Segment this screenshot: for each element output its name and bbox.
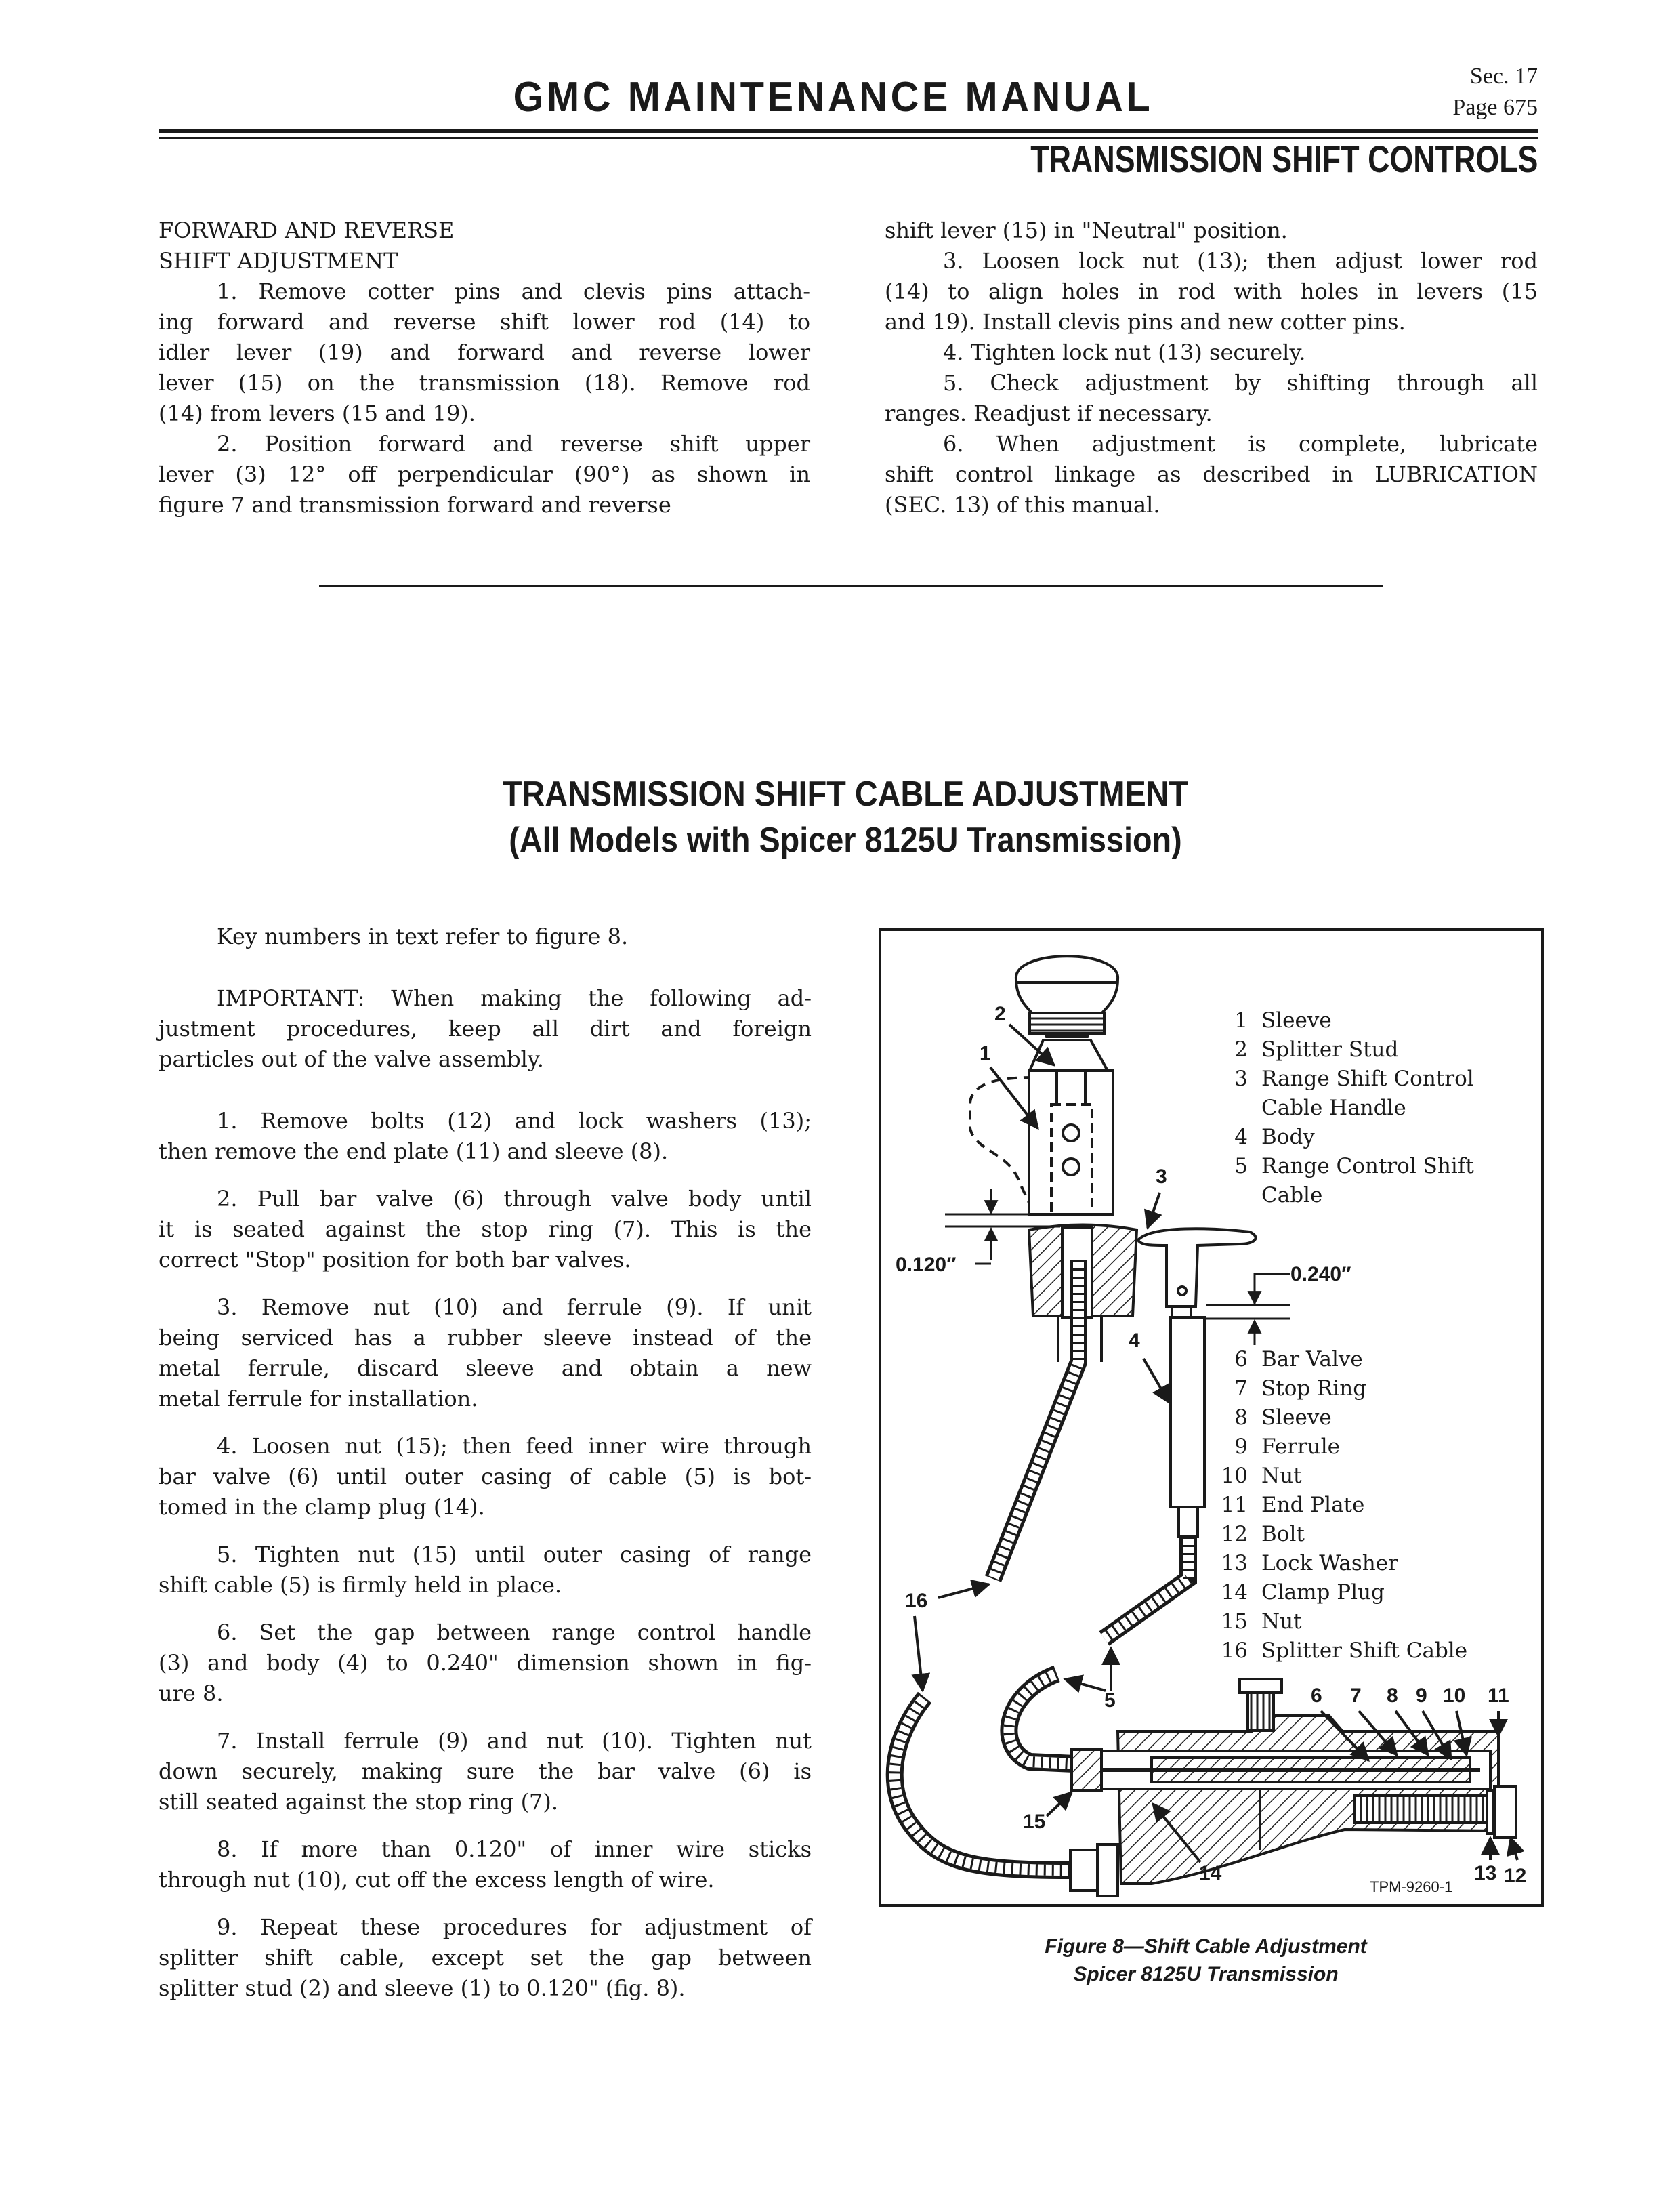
text-line: 1. Remove cotter pins and clevis pins attach- [217,278,810,304]
legend-label: Lock Washer [1261,1551,1398,1575]
legend-label: Body [1261,1125,1315,1149]
text-line: splitter stud (2) and sleeve (1) to 0.120" (fig. 8). [159,1975,686,2001]
valve-housing [1072,1679,1516,1884]
legend-number: 9 [1234,1434,1248,1459]
legend-number: 10 [1221,1464,1248,1488]
legend-item [1213,1035,1474,1065]
legend-number: 8 [1234,1405,1248,1430]
callout-14: 14 [1199,1862,1222,1884]
range-cable-body [1104,1317,1204,1638]
legend-number: 11 [1221,1493,1248,1517]
callout-1: 1 [980,1042,991,1065]
legend-item [1213,1345,1467,1374]
splitter-body [1029,1071,1113,1214]
text-line: 4. Loosen nut (15); then feed inner wire through [217,1433,812,1459]
text-line: particles out of the valve assembly. [159,1046,544,1072]
text-line: 6. When adjustment is complete, lubricate [943,431,1538,457]
section-title: TRANSMISSION SHIFT CABLE ADJUSTMENT [502,775,1189,814]
range-control-handle [1138,1229,1256,1317]
text-line: idler lever (19) and forward and reverse lower [159,339,810,365]
text-line: metal ferrule for installation. [159,1386,478,1411]
callout-2: 2 [994,1003,1006,1025]
legend-number: 3 [1234,1067,1248,1091]
legend-number: 16 [1221,1638,1248,1663]
text-line: through nut (10), cut off the excess length of wire. [159,1867,715,1893]
legend-label: Sleeve [1261,1008,1332,1033]
text-line: 5. Check adjustment by shifting through all [943,370,1538,396]
legend-number: 6 [1234,1347,1248,1371]
text-line: (3) and body (4) to 0.240" dimension shown in fig- [159,1650,812,1676]
text-line: 1. Remove bolts (12) and lock washers (13); [217,1108,812,1134]
legend-item [1213,1607,1467,1636]
text-line: (14) from levers (15 and 19). [159,400,476,426]
text-line: lever (15) on the transmission (18). Remove rod [159,370,810,396]
callout-12: 12 [1504,1865,1527,1887]
legend-item [1213,1636,1467,1666]
legend-item [1213,1006,1474,1035]
text-line: justment procedures, keep all dirt and foreign [159,1016,812,1041]
callout-5: 5 [1104,1689,1116,1712]
legend-number: 12 [1221,1522,1248,1546]
text-line: figure 7 and transmission forward and reverse [159,492,671,518]
callout-8: 8 [1387,1685,1398,1707]
text-line: then remove the end plate (11) and sleeve (8). [159,1138,669,1164]
legend-item [1213,1152,1474,1181]
legend-label: Splitter Shift Cable [1261,1638,1468,1663]
figure-legend-upper [1213,1006,1474,1210]
callout-4: 4 [1129,1329,1140,1352]
callout-15: 15 [1023,1811,1046,1833]
text-line: and 19). Install clevis pins and new cotter pins. [885,309,1406,335]
text-line: being serviced has a rubber sleeve instead of the [159,1325,812,1350]
legend-label: Ferrule [1261,1434,1341,1459]
legend-item [1213,1462,1467,1491]
legend-item [1213,1578,1467,1607]
legend-item [1213,1374,1467,1403]
manual-title: GMC MAINTENANCE MANUAL [513,74,1154,121]
chapter-title: TRANSMISSION SHIFT CONTROLS [1030,138,1538,180]
legend-label: Stop Ring [1261,1376,1367,1401]
caption-line: Figure 8—Shift Cable Adjustment [1045,1935,1367,1958]
legend-label: Range Shift Control [1261,1067,1474,1091]
hand-outline [970,1077,1033,1203]
legend-number: 2 [1234,1037,1248,1062]
shift-knob [1016,956,1118,1071]
legend-item [1213,1432,1467,1462]
procedure-heading: SHIFT ADJUSTMENT [159,248,398,274]
legend-label: End Plate [1261,1493,1365,1517]
legend-number: 7 [1234,1376,1248,1401]
legend-label: Sleeve [1261,1405,1332,1430]
legend-item [1213,1549,1467,1578]
text-line: it is seated against the stop ring (7). This is the [159,1216,812,1242]
page-number: Page 675 [1452,95,1538,120]
legend-number: 13 [1221,1551,1248,1575]
legend-label: Nut [1261,1609,1302,1634]
text-line: 3. Remove nut (10) and ferrule (9). If unit [217,1294,812,1320]
splitter-shift-cable [895,1260,1118,1896]
text-line: 6. Set the gap between range control handle [217,1619,812,1645]
text-line: IMPORTANT: When making the following ad- [217,985,812,1011]
dimension-label-0120: 0.120″ [896,1254,957,1276]
text-line: tomed in the clamp plug (14). [159,1494,485,1520]
text-line: lever (3) 12° off perpendicular (90°) as shown in [159,461,810,487]
figure-legend-lower [1213,1345,1467,1666]
continued-text: shift lever (15) in "Neutral" position. [885,218,1288,243]
text-line: ure 8. [159,1680,224,1706]
legend-label: Nut [1261,1464,1302,1488]
legend-item [1213,1403,1467,1432]
caption-line: Spicer 8125U Transmission [1073,1963,1339,1985]
text-line: 5. Tighten nut (15) until outer casing of range [217,1542,812,1567]
text-line: correct "Stop" position for both bar valves. [159,1247,631,1273]
legend-label-continued: Cable [1261,1183,1323,1207]
text-line: down securely, making sure the bar valve (6) is [159,1758,812,1784]
text-line: 2. Pull bar valve (6) through valve body until [217,1186,812,1212]
callout-9: 9 [1416,1685,1427,1707]
legend-label: Range Control Shift [1261,1154,1474,1178]
legend-item [1213,1491,1467,1520]
legend-number: 1 [1234,1008,1248,1033]
legend-label: Splitter Stud [1261,1037,1399,1062]
text-line: still seated against the stop ring (7). [159,1789,559,1815]
text-line: ranges. Readjust if necessary. [885,400,1213,426]
text-line: 9. Repeat these procedures for adjustment of [217,1914,812,1940]
text-line: (SEC. 13) of this manual. [885,492,1160,518]
text-line: 4. Tighten lock nut (13) securely. [943,339,1306,365]
legend-number: 5 [1234,1154,1248,1178]
callout-13: 13 [1474,1862,1497,1884]
legend-label: Bar Valve [1261,1347,1363,1371]
callout-11: 11 [1488,1685,1509,1707]
text-line: ing forward and reverse shift lower rod (14) to [159,309,810,335]
procedure-heading: FORWARD AND REVERSE [159,218,455,243]
callout-10: 10 [1443,1685,1466,1707]
figure-reference-code: TPM-9260-1 [1370,1878,1453,1895]
text-line: 7. Install ferrule (9) and nut (10). Tighten nut [217,1728,812,1754]
legend-item [1213,1065,1474,1094]
text-line: shift control linkage as described in LUBRICATION [885,461,1538,487]
text-line: 2. Position forward and reverse shift upper [217,431,810,457]
section-number: Sec. 17 [1469,64,1538,89]
text-line: Key numbers in text refer to figure 8. [217,924,629,949]
callout-16: 16 [905,1590,928,1612]
text-line: metal ferrule, discard sleeve and obtain a new [159,1355,812,1381]
dimension-label-0240: 0.240″ [1290,1263,1351,1285]
callout-3: 3 [1156,1165,1167,1188]
figure-caption [881,1933,1531,1988]
dimension-0240 [1206,1274,1290,1345]
legend-item [1213,1520,1467,1549]
legend-label: Clamp Plug [1261,1580,1385,1605]
text-line: 3. Loosen lock nut (13); then adjust lower rod [943,248,1538,274]
legend-label: Bolt [1261,1522,1305,1546]
text-line: splitter shift cable, except set the gap between [159,1945,812,1970]
text-line: 8. If more than 0.120" of inner wire sticks [217,1836,812,1862]
section-subtitle: (All Models with Spicer 8125U Transmission) [509,821,1182,860]
callout-7: 7 [1350,1685,1362,1707]
text-line: (14) to align holes in rod with holes in levers (15 [885,278,1538,304]
legend-item [1213,1123,1474,1152]
callout-6: 6 [1311,1685,1322,1707]
legend-label-continued: Cable Handle [1261,1096,1406,1120]
text-line: bar valve (6) until outer casing of cable (5) is bot- [159,1464,812,1489]
legend-number: 4 [1234,1125,1248,1149]
text-line: shift cable (5) is firmly held in place. [159,1572,562,1598]
legend-number: 15 [1221,1609,1248,1634]
legend-number: 14 [1221,1580,1248,1605]
